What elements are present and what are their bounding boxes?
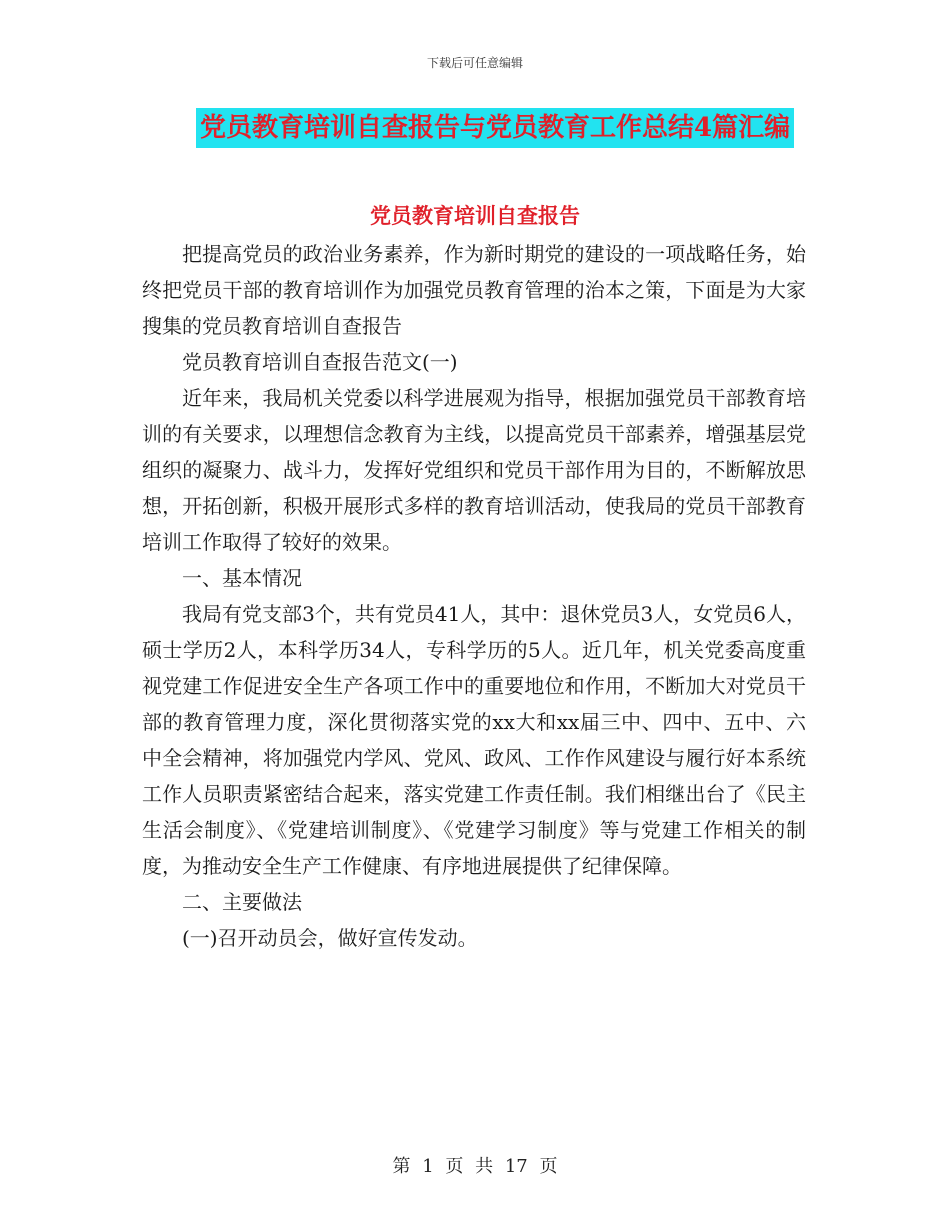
page-footer: 第 1 页 共 17 页	[392, 1156, 558, 1177]
header-note: 下载后可任意编辑	[426, 56, 523, 70]
paragraph: 党员教育培训自查报告范文(一)	[182, 350, 458, 374]
paragraph: 二、主要做法	[182, 890, 302, 914]
paragraph: 近年来，我局机关党委以科学进展观为指导，根据加强党员干部教育培训的有关要求，以理想信念教育为主线，以提高党员干部素养，增强基层党组织的凝聚力、战斗力，发挥好党组织和党员干部作用为目的，不断解放思想，开拓创新，积极开展形式多样的教育培训活动，使我局的党员干部教育培训工作取得了较好的效果。	[142, 386, 806, 554]
main-title: 党员教育培训自查报告与党员教育工作总结4篇汇编	[196, 108, 794, 148]
paragraph: (一)召开动员会，做好宣传发动。	[182, 926, 478, 950]
paragraph: 把提高党员的政治业务素养，作为新时期党的建设的一项战略任务，始终把党员干部的教育培训作为加强党员教育管理的治本之策，下面是为大家搜集的党员教育培训自查报告	[142, 242, 806, 338]
paragraph: 一、基本情况	[182, 566, 302, 590]
section-title: 党员教育培训自查报告	[370, 203, 580, 228]
paragraph: 我局有党支部3个，共有党员41人，其中：退休党员3人，女党员6人，硕士学历2人，本科学历34人，专科学历的5人。近几年，机关党委高度重视党建工作促进安全生产各项工作中的重要地位和作用，不断加大对党员干部的教育管理力度，深化贯彻落实党的xx大和xx届三中、四中、五中、六中全会精神，将加强党内学风、党风、政风、工作作风建设与履行好本系统工作人员职责紧密结合起来，落实党建工作责任制。我们相继出台了《民主生活会制度》、《党建培训制度》、《党建学习制度》等与党建工作相关的制度，为推动安全生产工作健康、有序地进展提供了纪律保障。	[142, 602, 806, 878]
document-body	[142, 236, 806, 956]
